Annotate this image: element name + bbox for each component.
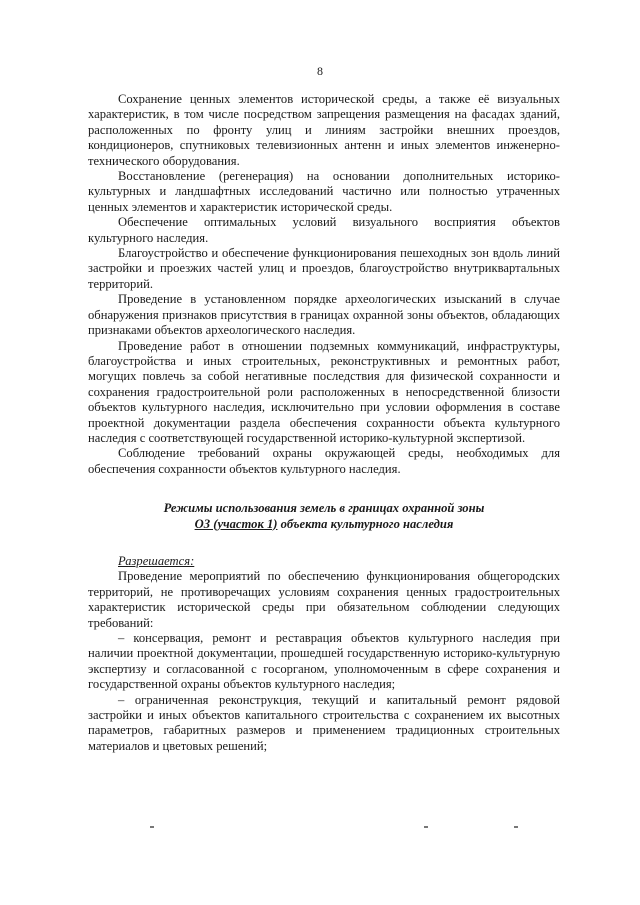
- paragraph: Благоустройство и обеспечение функционирования пешеходных зон вдоль линий застройки и проезжих частей улиц и проездов, благоустройство внутриквартальных территорий.: [88, 246, 560, 291]
- list-item: – консервация, ремонт и реставрация объектов культурного наследия при наличии проектной документации, прошедшей государственную историко-культурную экспертизу и согласованной с госорганом, уполномоченным в сфере сохранения и государственной охраны объектов культурного наследия;: [88, 631, 560, 692]
- scan-artifacts: [0, 826, 640, 836]
- paragraph: Сохранение ценных элементов исторической среды, а также её визуальных характеристик, в том числе посредством запрещения размещения на фасадах зданий, расположенных по фронту улиц и линиям застройки внешних проездов, кондиционеров, спутниковых телевизионных антенн и иных элементов инженерно-технического оборудования.: [88, 92, 560, 168]
- paragraph: Проведение в установленном порядке археологических изысканий в случае обнаружения признаков присутствия в границах охранной зоны объектов, обладающих признаками объектов археологического наследия.: [88, 292, 560, 338]
- document-body: [88, 92, 560, 754]
- paragraph: Проведение работ в отношении подземных коммуникаций, инфраструктуры, благоустройства и иных строительных, реконструктивных и ремонтных работ, могущих повлечь за собой негативные последствия для физической сохранности и сохранения градостроительной роли расположенных в непосредственной близости объектов культурного наследия, исключительно при условии оформления в составе проектной документации раздела обеспечения сохранности объекта культурного наследия с соответствующей государственной историко-культурной экспертизой.: [88, 338, 560, 445]
- zone-label: ОЗ (участок 1): [194, 516, 278, 531]
- permitted-label: Разрешается:: [118, 553, 195, 568]
- list-item: – ограниченная реконструкция, текущий и капитальный ремонт рядовой застройки и иных объектов капитального строительства с сохранением их высотных параметров, габаритных размеров и применением традиционных строительных материалов и цветовых решений;: [88, 692, 560, 753]
- paragraph: Обеспечение оптимальных условий визуального восприятия объектов культурного наследия.: [88, 215, 560, 245]
- scan-mark: [514, 826, 518, 828]
- page-number: 8: [317, 64, 323, 78]
- paragraph: Проведение мероприятий по обеспечению функционирования общегородских территорий, не противоречащих условиям сохранения ценных градостроительных характеристик исторической среды при обязательном соблюдении следующих требований:: [88, 569, 560, 630]
- paragraph: Восстановление (регенерация) на основании дополнительных историко-культурных и ландшафтных исследований частично или полностью утраченных ценных элементов и характеристик исторической среды.: [88, 169, 560, 214]
- scan-mark: [150, 826, 154, 828]
- scan-mark: [424, 826, 428, 828]
- section-heading: Режимы использования земель в границах охранной зоны: [163, 501, 485, 516]
- zone-heading-rest: объекта культурного наследия: [277, 516, 454, 531]
- section-heading-subtitle: [88, 517, 560, 532]
- paragraph: Соблюдение требований охраны окружающей среды, необходимых для обеспечения сохранности объектов культурного наследия.: [88, 446, 560, 476]
